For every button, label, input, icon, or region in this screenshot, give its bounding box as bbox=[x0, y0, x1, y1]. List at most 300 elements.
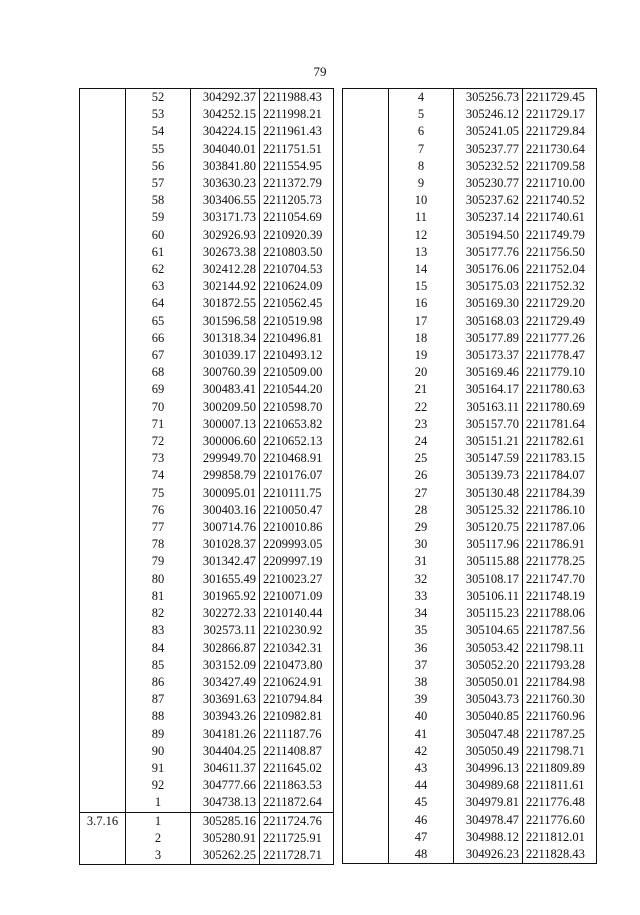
y-coordinate-cell: 2211779.10 bbox=[526, 365, 585, 380]
x-coordinate-cell: 305194.50 bbox=[454, 227, 523, 244]
table-row bbox=[343, 502, 597, 519]
y-coordinate-cell: 2210544.20 bbox=[263, 382, 323, 397]
point-number-cell: 17 bbox=[389, 313, 454, 330]
point-number-cell: 11 bbox=[389, 209, 454, 226]
point-number-cell: 32 bbox=[389, 571, 454, 588]
y-coordinate-cell: 2210071.09 bbox=[263, 588, 323, 603]
y-coordinate-cell: 2211786.10 bbox=[526, 502, 585, 517]
table-row bbox=[343, 657, 597, 674]
x-coordinate-cell: 305147.59 bbox=[454, 450, 523, 467]
y-coordinate-cell: 2211787.25 bbox=[526, 726, 585, 741]
x-coordinate-cell: 301028.37 bbox=[191, 536, 260, 553]
x-coordinate-cell: 299949.70 bbox=[191, 450, 260, 467]
x-coordinate-cell: 304996.13 bbox=[454, 760, 523, 777]
y-coordinate-cell: 2211784.39 bbox=[526, 485, 585, 500]
section-cell bbox=[80, 657, 126, 674]
table-row bbox=[80, 364, 334, 381]
section-cell bbox=[343, 812, 389, 829]
section-cell bbox=[343, 330, 389, 347]
point-number-cell: 84 bbox=[126, 640, 191, 657]
table-row bbox=[343, 313, 597, 330]
point-number-cell: 68 bbox=[126, 364, 191, 381]
point-number-cell: 40 bbox=[389, 708, 454, 725]
table-row bbox=[343, 192, 597, 209]
point-number-cell: 4 bbox=[389, 89, 454, 107]
table-row bbox=[80, 760, 334, 777]
section-cell bbox=[80, 847, 126, 865]
table-row bbox=[80, 295, 334, 312]
x-coordinate-cell: 305047.48 bbox=[454, 726, 523, 743]
point-number-cell: 45 bbox=[389, 794, 454, 811]
section-cell bbox=[343, 278, 389, 295]
point-number-cell: 24 bbox=[389, 433, 454, 450]
section-cell bbox=[80, 261, 126, 278]
table-row bbox=[80, 158, 334, 175]
section-cell bbox=[343, 467, 389, 484]
x-coordinate-cell: 305125.32 bbox=[454, 502, 523, 519]
table-row bbox=[343, 467, 597, 484]
y-coordinate-cell: 2211710.00 bbox=[526, 176, 585, 191]
table-row bbox=[343, 330, 597, 347]
point-number-cell: 1 bbox=[126, 794, 191, 812]
section-cell bbox=[80, 640, 126, 657]
table-row bbox=[343, 364, 597, 381]
point-number-cell: 18 bbox=[389, 330, 454, 347]
point-number-cell: 1 bbox=[126, 812, 191, 830]
table-row bbox=[343, 743, 597, 760]
section-cell bbox=[80, 605, 126, 622]
table-row bbox=[343, 399, 597, 416]
table-row bbox=[343, 553, 597, 570]
y-coordinate-cell: 2211872.64 bbox=[263, 795, 322, 810]
x-coordinate-cell: 305151.21 bbox=[454, 433, 523, 450]
table-row bbox=[80, 571, 334, 588]
x-coordinate-cell: 302673.38 bbox=[191, 244, 260, 261]
y-coordinate-cell: 2211781.64 bbox=[526, 416, 585, 431]
y-coordinate-cell: 2210496.81 bbox=[263, 330, 323, 345]
section-cell bbox=[343, 485, 389, 502]
section-cell bbox=[80, 467, 126, 484]
point-number-cell: 88 bbox=[126, 708, 191, 725]
page-number: 79 bbox=[313, 64, 327, 79]
table-row bbox=[80, 347, 334, 364]
section-cell bbox=[80, 553, 126, 570]
table-row bbox=[343, 244, 597, 261]
y-coordinate-cell: 2211828.43 bbox=[526, 846, 585, 861]
table-row bbox=[80, 209, 334, 226]
x-coordinate-cell: 305175.03 bbox=[454, 278, 523, 295]
table-row bbox=[80, 227, 334, 244]
x-coordinate-cell: 303152.09 bbox=[191, 657, 260, 674]
x-coordinate-cell: 305104.65 bbox=[454, 622, 523, 639]
y-coordinate-cell: 2211798.71 bbox=[526, 743, 585, 758]
section-cell bbox=[343, 244, 389, 261]
point-number-cell: 41 bbox=[389, 726, 454, 743]
y-coordinate-cell: 2211729.49 bbox=[526, 313, 585, 328]
y-coordinate-cell: 2211776.48 bbox=[526, 795, 585, 810]
coordinates-table-right bbox=[342, 88, 597, 864]
y-coordinate-cell: 2211787.56 bbox=[526, 623, 585, 638]
x-coordinate-cell: 304181.26 bbox=[191, 726, 260, 743]
point-number-cell: 71 bbox=[126, 416, 191, 433]
x-coordinate-cell: 303171.73 bbox=[191, 209, 260, 226]
y-coordinate-cell: 2211752.04 bbox=[526, 262, 585, 277]
point-number-cell: 91 bbox=[126, 760, 191, 777]
point-number-cell: 73 bbox=[126, 450, 191, 467]
table-row bbox=[80, 553, 334, 570]
point-number-cell: 86 bbox=[126, 674, 191, 691]
table-row bbox=[343, 209, 597, 226]
point-number-cell: 37 bbox=[389, 657, 454, 674]
x-coordinate-cell: 304738.13 bbox=[191, 794, 260, 812]
x-coordinate-cell: 303691.63 bbox=[191, 691, 260, 708]
y-coordinate-cell: 2211729.84 bbox=[526, 124, 585, 139]
y-coordinate-cell: 2211778.25 bbox=[526, 554, 585, 569]
y-coordinate-cell: 2209993.05 bbox=[263, 537, 323, 552]
point-number-cell: 8 bbox=[389, 158, 454, 175]
x-coordinate-cell: 299858.79 bbox=[191, 467, 260, 484]
point-number-cell: 43 bbox=[389, 760, 454, 777]
section-cell bbox=[343, 674, 389, 691]
point-number-cell: 22 bbox=[389, 399, 454, 416]
point-number-cell: 19 bbox=[389, 347, 454, 364]
table-row bbox=[80, 192, 334, 209]
point-number-cell: 35 bbox=[389, 622, 454, 639]
x-coordinate-cell: 305157.70 bbox=[454, 416, 523, 433]
table-row bbox=[80, 381, 334, 398]
table-row bbox=[80, 640, 334, 657]
section-cell bbox=[343, 605, 389, 622]
x-coordinate-cell: 305176.06 bbox=[454, 261, 523, 278]
y-coordinate-cell: 2211787.06 bbox=[526, 520, 585, 535]
y-coordinate-cell: 2211054.69 bbox=[263, 210, 322, 225]
x-coordinate-cell: 305115.88 bbox=[454, 553, 523, 570]
y-coordinate-cell: 2210493.12 bbox=[263, 348, 323, 363]
x-coordinate-cell: 303943.26 bbox=[191, 708, 260, 725]
point-number-cell: 58 bbox=[126, 192, 191, 209]
point-number-cell: 52 bbox=[126, 89, 191, 107]
table-row bbox=[80, 175, 334, 192]
section-cell bbox=[80, 106, 126, 123]
x-coordinate-cell: 300006.60 bbox=[191, 433, 260, 450]
y-coordinate-cell: 2210010.86 bbox=[263, 520, 323, 535]
y-coordinate-cell: 2210652.13 bbox=[263, 434, 323, 449]
table-row bbox=[343, 295, 597, 312]
section-cell bbox=[343, 726, 389, 743]
point-number-cell: 85 bbox=[126, 657, 191, 674]
section-cell bbox=[80, 89, 126, 107]
section-cell bbox=[80, 244, 126, 261]
x-coordinate-cell: 305177.76 bbox=[454, 244, 523, 261]
y-coordinate-cell: 2210794.84 bbox=[263, 692, 323, 707]
section-cell bbox=[343, 640, 389, 657]
y-coordinate-cell: 2211747.70 bbox=[526, 571, 585, 586]
point-number-cell: 23 bbox=[389, 416, 454, 433]
point-number-cell: 26 bbox=[389, 467, 454, 484]
x-coordinate-cell: 305050.49 bbox=[454, 743, 523, 760]
section-cell bbox=[343, 536, 389, 553]
y-coordinate-cell: 2211724.76 bbox=[260, 812, 334, 830]
table-row bbox=[343, 227, 597, 244]
y-coordinate-cell: 2210624.91 bbox=[263, 674, 323, 689]
x-coordinate-cell: 305115.23 bbox=[454, 605, 523, 622]
section-cell bbox=[80, 726, 126, 743]
table-row bbox=[343, 347, 597, 364]
point-number-cell: 44 bbox=[389, 777, 454, 794]
x-coordinate-cell: 301872.55 bbox=[191, 295, 260, 312]
section-cell bbox=[343, 502, 389, 519]
section-cell bbox=[80, 416, 126, 433]
point-number-cell: 55 bbox=[126, 141, 191, 158]
y-coordinate-cell: 2209997.19 bbox=[263, 554, 323, 569]
point-number-cell: 36 bbox=[389, 640, 454, 657]
y-coordinate-cell: 2210519.98 bbox=[263, 313, 323, 328]
x-coordinate-cell: 304611.37 bbox=[191, 760, 260, 777]
x-coordinate-cell: 304224.15 bbox=[191, 123, 260, 140]
section-cell bbox=[343, 571, 389, 588]
section-cell bbox=[343, 657, 389, 674]
x-coordinate-cell: 305177.89 bbox=[454, 330, 523, 347]
x-coordinate-cell: 303630.23 bbox=[191, 175, 260, 192]
point-number-cell: 20 bbox=[389, 364, 454, 381]
x-coordinate-cell: 304292.37 bbox=[191, 89, 260, 107]
y-coordinate-cell: 2211725.91 bbox=[263, 830, 322, 845]
y-coordinate-cell: 2211740.61 bbox=[526, 210, 585, 225]
point-number-cell: 69 bbox=[126, 381, 191, 398]
x-coordinate-cell: 305237.62 bbox=[454, 192, 523, 209]
y-coordinate-cell: 2210468.91 bbox=[263, 451, 323, 466]
y-coordinate-cell: 2211205.73 bbox=[263, 193, 322, 208]
section-cell bbox=[80, 141, 126, 158]
section-cell bbox=[343, 416, 389, 433]
table-row bbox=[343, 640, 597, 657]
point-number-cell: 47 bbox=[389, 829, 454, 846]
x-coordinate-cell: 305230.77 bbox=[454, 175, 523, 192]
table-row bbox=[80, 674, 334, 691]
point-number-cell: 81 bbox=[126, 588, 191, 605]
point-number-cell: 56 bbox=[126, 158, 191, 175]
point-number-cell: 15 bbox=[389, 278, 454, 295]
y-coordinate-cell: 2211780.69 bbox=[526, 399, 585, 414]
section-cell bbox=[343, 261, 389, 278]
y-coordinate-cell: 2210803.50 bbox=[263, 244, 323, 259]
y-coordinate-cell: 2211740.52 bbox=[526, 193, 585, 208]
y-coordinate-cell: 2211645.02 bbox=[263, 760, 322, 775]
point-number-cell: 79 bbox=[126, 553, 191, 570]
y-coordinate-cell: 2211729.45 bbox=[526, 90, 585, 104]
y-coordinate-cell: 2211728.71 bbox=[263, 847, 322, 862]
section-cell bbox=[343, 553, 389, 570]
point-number-cell: 83 bbox=[126, 622, 191, 639]
section-cell bbox=[343, 519, 389, 536]
y-coordinate-cell: 2210473.80 bbox=[263, 657, 323, 672]
table-row bbox=[343, 605, 597, 622]
table-row bbox=[80, 261, 334, 278]
point-number-cell: 54 bbox=[126, 123, 191, 140]
x-coordinate-cell: 305052.20 bbox=[454, 657, 523, 674]
x-coordinate-cell: 300095.01 bbox=[191, 485, 260, 502]
table-row bbox=[80, 605, 334, 622]
point-number-cell: 82 bbox=[126, 605, 191, 622]
x-coordinate-cell: 304989.68 bbox=[454, 777, 523, 794]
table-row bbox=[80, 244, 334, 261]
point-number-cell: 64 bbox=[126, 295, 191, 312]
x-coordinate-cell: 305285.16 bbox=[191, 812, 260, 830]
x-coordinate-cell: 305280.91 bbox=[191, 830, 260, 847]
point-number-cell: 70 bbox=[126, 399, 191, 416]
table-row bbox=[343, 416, 597, 433]
y-coordinate-cell: 2210140.44 bbox=[263, 606, 323, 621]
x-coordinate-cell: 305241.05 bbox=[454, 123, 523, 140]
table-row bbox=[80, 106, 334, 123]
table-row bbox=[343, 588, 597, 605]
section-cell bbox=[80, 674, 126, 691]
section-cell bbox=[80, 158, 126, 175]
section-cell bbox=[343, 347, 389, 364]
point-number-cell: 6 bbox=[389, 123, 454, 140]
y-coordinate-cell: 2211751.51 bbox=[263, 141, 322, 156]
table-row bbox=[343, 141, 597, 158]
point-number-cell: 53 bbox=[126, 106, 191, 123]
table-row bbox=[80, 622, 334, 639]
table-row bbox=[80, 123, 334, 140]
section-cell bbox=[343, 691, 389, 708]
x-coordinate-cell: 301039.17 bbox=[191, 347, 260, 364]
point-number-cell: 89 bbox=[126, 726, 191, 743]
y-coordinate-cell: 2210023.27 bbox=[263, 571, 323, 586]
y-coordinate-cell: 2210920.39 bbox=[263, 227, 323, 242]
section-cell bbox=[343, 381, 389, 398]
section-cell bbox=[80, 830, 126, 847]
table-row bbox=[343, 674, 597, 691]
y-coordinate-cell: 2211783.15 bbox=[526, 451, 585, 466]
point-number-cell: 30 bbox=[389, 536, 454, 553]
point-number-cell: 62 bbox=[126, 261, 191, 278]
table-row bbox=[80, 519, 334, 536]
section-cell bbox=[343, 209, 389, 226]
table-row bbox=[343, 726, 597, 743]
section-cell bbox=[343, 708, 389, 725]
y-coordinate-cell: 2211778.47 bbox=[526, 348, 585, 363]
table-row bbox=[80, 726, 334, 743]
table-row bbox=[343, 123, 597, 140]
section-cell bbox=[80, 536, 126, 553]
point-number-cell: 12 bbox=[389, 227, 454, 244]
y-coordinate-cell: 2211784.07 bbox=[526, 468, 585, 483]
x-coordinate-cell: 305117.96 bbox=[454, 536, 523, 553]
table-row bbox=[80, 743, 334, 760]
y-coordinate-cell: 2210050.47 bbox=[263, 502, 323, 517]
table-row bbox=[343, 571, 597, 588]
section-cell bbox=[343, 450, 389, 467]
point-number-cell: 72 bbox=[126, 433, 191, 450]
point-number-cell: 78 bbox=[126, 536, 191, 553]
x-coordinate-cell: 304404.25 bbox=[191, 743, 260, 760]
table-row bbox=[343, 691, 597, 708]
y-coordinate-cell: 2211756.50 bbox=[526, 244, 585, 259]
section-cell bbox=[80, 691, 126, 708]
table-row bbox=[343, 261, 597, 278]
point-number-cell: 75 bbox=[126, 485, 191, 502]
y-coordinate-cell: 2210176.07 bbox=[263, 468, 323, 483]
point-number-cell: 66 bbox=[126, 330, 191, 347]
section-cell bbox=[80, 571, 126, 588]
y-coordinate-cell: 2211798.11 bbox=[526, 640, 585, 655]
x-coordinate-cell: 300714.76 bbox=[191, 519, 260, 536]
section-cell bbox=[80, 622, 126, 639]
point-number-cell: 28 bbox=[389, 502, 454, 519]
section-cell bbox=[343, 743, 389, 760]
x-coordinate-cell: 305139.73 bbox=[454, 467, 523, 484]
table-row bbox=[343, 760, 597, 777]
point-number-cell: 10 bbox=[389, 192, 454, 209]
y-coordinate-cell: 2211776.60 bbox=[526, 812, 585, 827]
y-coordinate-cell: 2211793.28 bbox=[526, 657, 585, 672]
table-row bbox=[80, 433, 334, 450]
x-coordinate-cell: 302573.11 bbox=[191, 622, 260, 639]
y-coordinate-cell: 2211372.79 bbox=[263, 176, 322, 191]
x-coordinate-cell: 305168.03 bbox=[454, 313, 523, 330]
x-coordinate-cell: 304040.01 bbox=[191, 141, 260, 158]
x-coordinate-cell: 301342.47 bbox=[191, 553, 260, 570]
x-coordinate-cell: 302866.87 bbox=[191, 640, 260, 657]
x-coordinate-cell: 305053.42 bbox=[454, 640, 523, 657]
point-number-cell: 63 bbox=[126, 278, 191, 295]
point-number-cell: 38 bbox=[389, 674, 454, 691]
section-cell: 3.7.16 bbox=[80, 812, 126, 830]
x-coordinate-cell: 305043.73 bbox=[454, 691, 523, 708]
point-number-cell: 80 bbox=[126, 571, 191, 588]
table-row bbox=[343, 777, 597, 794]
table-row bbox=[343, 433, 597, 450]
x-coordinate-cell: 300760.39 bbox=[191, 364, 260, 381]
point-number-cell: 7 bbox=[389, 141, 454, 158]
y-coordinate-cell: 2211730.64 bbox=[526, 141, 585, 156]
y-coordinate-cell: 2211709.58 bbox=[526, 158, 585, 173]
point-number-cell: 90 bbox=[126, 743, 191, 760]
section-cell bbox=[80, 433, 126, 450]
point-number-cell: 46 bbox=[389, 812, 454, 829]
x-coordinate-cell: 305106.11 bbox=[454, 588, 523, 605]
point-number-cell: 76 bbox=[126, 502, 191, 519]
x-coordinate-cell: 300483.41 bbox=[191, 381, 260, 398]
table-row bbox=[343, 846, 597, 864]
x-coordinate-cell: 304777.66 bbox=[191, 777, 260, 794]
section-cell bbox=[80, 743, 126, 760]
y-coordinate-cell: 2211863.53 bbox=[263, 778, 322, 793]
section-cell bbox=[80, 519, 126, 536]
y-coordinate-cell: 2211998.21 bbox=[263, 107, 322, 122]
table-row bbox=[80, 502, 334, 519]
point-number-cell: 29 bbox=[389, 519, 454, 536]
point-number-cell: 92 bbox=[126, 777, 191, 794]
point-number-cell: 39 bbox=[389, 691, 454, 708]
section-cell bbox=[80, 485, 126, 502]
point-number-cell: 48 bbox=[389, 846, 454, 864]
x-coordinate-cell: 301318.34 bbox=[191, 330, 260, 347]
point-number-cell: 34 bbox=[389, 605, 454, 622]
point-number-cell: 87 bbox=[126, 691, 191, 708]
y-coordinate-cell: 2210704.53 bbox=[263, 262, 323, 277]
section-cell bbox=[80, 399, 126, 416]
x-coordinate-cell: 302144.92 bbox=[191, 278, 260, 295]
section-cell bbox=[80, 227, 126, 244]
section-cell bbox=[343, 846, 389, 864]
x-coordinate-cell: 301965.92 bbox=[191, 588, 260, 605]
section-cell bbox=[80, 364, 126, 381]
section-cell bbox=[80, 347, 126, 364]
x-coordinate-cell: 303427.49 bbox=[191, 674, 260, 691]
